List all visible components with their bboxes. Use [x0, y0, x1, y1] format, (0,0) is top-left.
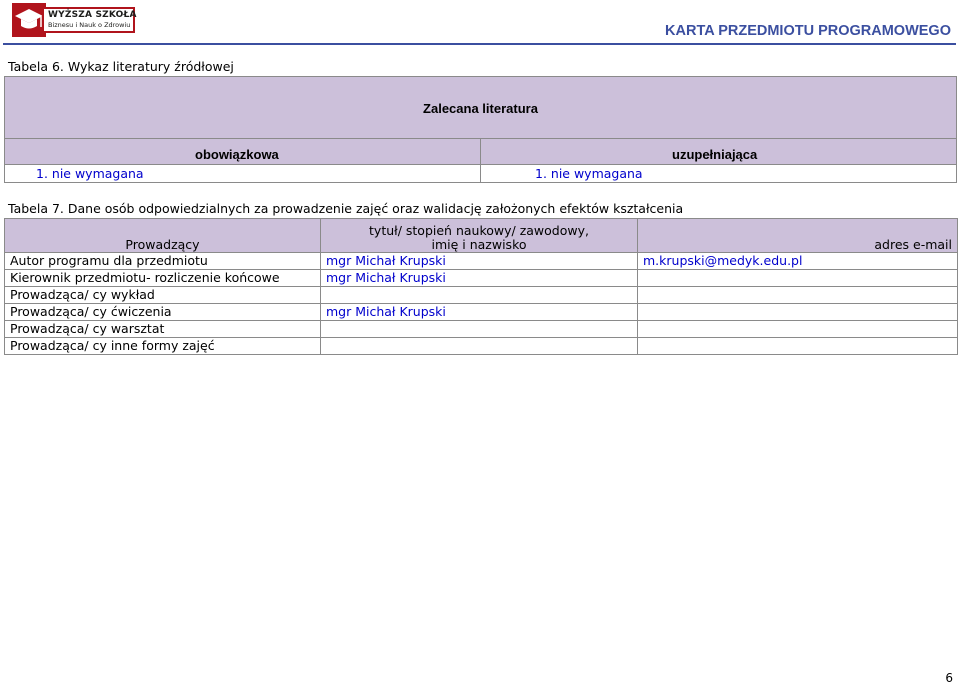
email-cell — [638, 338, 958, 355]
table-row — [5, 304, 958, 321]
table7-caption: Tabela 7. Dane osób odpowiedzialnych za prowadzenie zajęć oraz walidację założonych efektów kształcenia — [8, 201, 684, 216]
graduation-cap-icon — [12, 3, 46, 37]
name-cell — [321, 321, 638, 338]
mandatory-item: 1. nie wymagana — [36, 166, 144, 181]
role-cell: Prowadząca/ cy inne formy zajęć — [5, 338, 321, 355]
literature-table — [4, 76, 957, 183]
document-title: KARTA PRZEDMIOTU PROGRAMOWEGO — [665, 23, 951, 39]
logo-line-2: Biznesu i Nauk o Zdrowiu — [48, 21, 131, 29]
supplementary-list-cell — [481, 165, 957, 183]
role-cell: Kierownik przedmiotu- rozliczenie końcowe — [5, 270, 321, 287]
table6-caption: Tabela 6. Wykaz literatury źródłowej — [8, 59, 234, 74]
instructors-table — [4, 218, 958, 355]
email-cell — [638, 287, 958, 304]
supplementary-item: 1. nie wymagana — [535, 166, 643, 181]
literature-heading-cell — [4, 76, 957, 139]
header-name: tytuł/ stopień naukowy/ zawodowy, imię i nazwisko — [321, 219, 638, 253]
mandatory-list-cell — [4, 165, 481, 183]
mandatory-label: obowiązkowa — [195, 147, 279, 162]
header-divider — [3, 43, 956, 45]
name-cell — [321, 287, 638, 304]
literature-heading: Zalecana literatura — [423, 101, 538, 116]
role-cell: Prowadząca/ cy warsztat — [5, 321, 321, 338]
name-cell: mgr Michał Krupski — [321, 304, 638, 321]
supplementary-header-cell — [481, 139, 957, 165]
instructors-header-row — [5, 219, 958, 253]
table-row — [5, 253, 958, 270]
table-row — [5, 321, 958, 338]
logo-wordmark — [42, 7, 135, 33]
table-row — [5, 287, 958, 304]
header-email: adres e-mail — [638, 219, 958, 253]
email-cell: m.krupski@medyk.edu.pl — [638, 253, 958, 270]
table-row — [5, 270, 958, 287]
mandatory-header-cell — [4, 139, 481, 165]
page-number: 6 — [945, 671, 953, 685]
role-cell: Autor programu dla przedmiotu — [5, 253, 321, 270]
role-cell: Prowadząca/ cy wykład — [5, 287, 321, 304]
table-row — [5, 338, 958, 355]
school-logo — [12, 3, 137, 37]
supplementary-label: uzupełniająca — [672, 147, 758, 162]
email-cell — [638, 304, 958, 321]
header-role: Prowadzący — [5, 219, 321, 253]
role-cell: Prowadząca/ cy ćwiczenia — [5, 304, 321, 321]
email-cell — [638, 270, 958, 287]
name-cell: mgr Michał Krupski — [321, 270, 638, 287]
name-cell — [321, 338, 638, 355]
logo-line-1: WYŻSZA SZKOŁA — [48, 10, 137, 20]
email-cell — [638, 321, 958, 338]
name-cell: mgr Michał Krupski — [321, 253, 638, 270]
